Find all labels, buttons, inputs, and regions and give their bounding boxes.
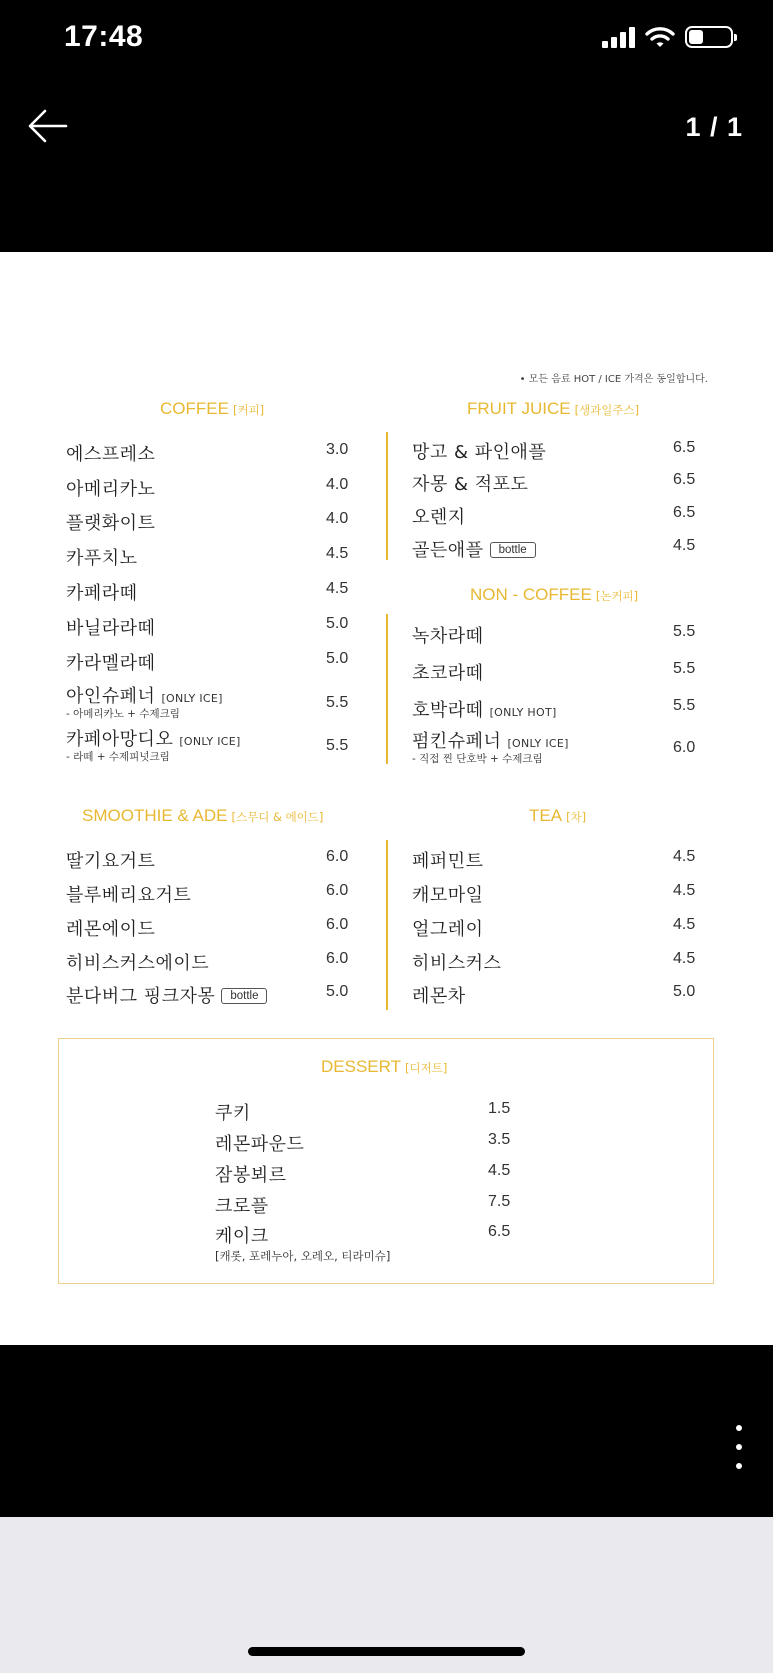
menu-item: 레몬차 5.0 [412,983,696,1007]
bottom-bar [0,1345,773,1517]
menu-item: 카푸치노 4.5 [66,545,349,569]
home-indicator[interactable] [248,1647,525,1656]
more-options-icon[interactable] [727,1425,751,1469]
menu-item: 히비스커스에이드 6.0 [66,950,349,974]
status-icons [602,26,733,48]
wifi-icon [645,26,675,48]
menu-item: 에스프레소 3.0 [66,441,349,465]
fruit-juice-section-title: FRUIT JUICE [생과일주스] [467,399,640,418]
menu-item: 바닐라라떼 5.0 [66,615,349,639]
menu-item: 딸기요거트 6.0 [66,848,349,872]
battery-icon [685,26,733,48]
top-bar [0,0,773,252]
menu-item: 캐모마일 4.5 [412,882,696,906]
column-divider [386,614,388,764]
back-arrow-icon[interactable] [26,104,70,148]
bottle-badge: bottle [490,542,536,558]
menu-item: 자몽 & 적포도 6.5 [412,471,696,495]
page-counter: 1 / 1 [685,112,743,142]
cellular-signal-icon [602,26,635,48]
menu-item: 레몬파운드 3.5 [215,1131,511,1155]
menu-item: 케이크 [캐롯, 포레누아, 오레오, 티라미슈] 6.5 [215,1223,511,1263]
menu-item: 카페라떼 4.5 [66,580,349,604]
menu-item: 초코라떼 5.5 [412,660,696,684]
menu-item: 아인슈페너 [ONLY ICE] - 아메리카노 + 수제크림 5.5 [66,686,349,720]
status-time: 17:48 [64,20,144,53]
menu-item: 오렌지 6.5 [412,504,696,528]
menu-item: 카라멜라떼 5.0 [66,650,349,674]
bottle-badge: bottle [221,988,267,1004]
menu-item: 녹차라떼 5.5 [412,623,696,647]
non-coffee-section-title: NON - COFFEE [논커피] [470,585,639,604]
coffee-section-title: COFFEE [커피] [160,399,265,418]
column-divider [386,840,388,1010]
menu-item: 아메리카노 4.0 [66,476,349,500]
menu-item: 쿠키 1.5 [215,1100,511,1124]
menu-item: 플랫화이트 4.0 [66,510,349,534]
menu-item: 블루베리요거트 6.0 [66,882,349,906]
menu-item: 카페아망디오 [ONLY ICE] - 라떼 + 수제피넛크림 5.5 [66,729,349,763]
menu-item: 잠봉뵈르 4.5 [215,1162,511,1186]
menu-image [0,252,773,1345]
menu-item: 히비스커스 4.5 [412,950,696,974]
price-note: • 모든 음료 HOT / ICE 가격은 동일합니다. [519,374,708,385]
menu-item: 레몬에이드 6.0 [66,916,349,940]
menu-item: 분다버그 핑크자몽 bottle 5.0 [66,983,349,1007]
column-divider [386,432,388,560]
menu-item: 얼그레이 4.5 [412,916,696,940]
menu-item: 크로플 7.5 [215,1193,511,1217]
tea-section-title: TEA [차] [529,806,587,825]
menu-item: 페퍼민트 4.5 [412,848,696,872]
menu-item: 망고 & 파인애플 6.5 [412,439,696,463]
smoothie-ade-section-title: SMOOTHIE & ADE [스무디 & 에이드] [82,806,324,825]
menu-item: 골든애플 bottle 4.5 [412,537,696,561]
menu-item: 호박라떼 [ONLY HOT] 5.5 [412,697,696,721]
dessert-section-title: DESSERT [디저트] [321,1057,448,1076]
menu-item: 펌킨슈페너 [ONLY ICE] - 직접 찐 단호박 + 수제크림 6.0 [412,731,696,765]
